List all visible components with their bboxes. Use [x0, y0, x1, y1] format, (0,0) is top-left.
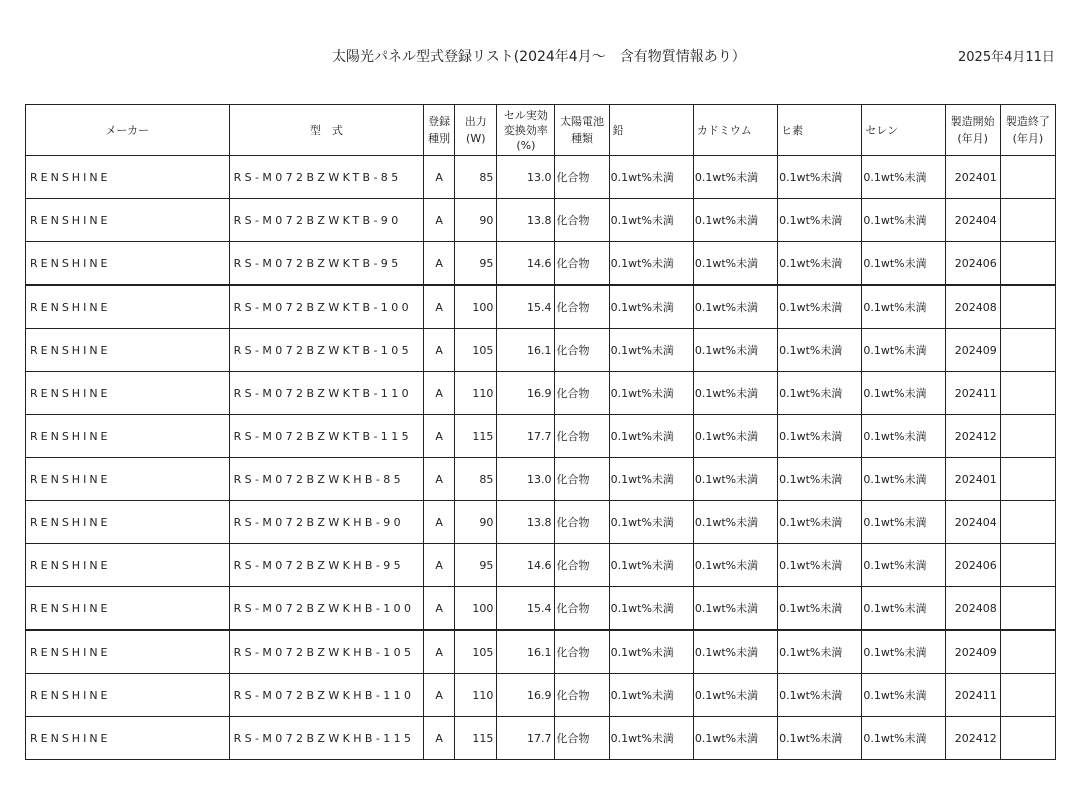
row-production-start: 202409: [945, 630, 1000, 674]
row-output: 115: [455, 415, 497, 458]
row-production-end: [1000, 501, 1055, 544]
row-cell-type: 化合物: [555, 717, 609, 760]
row-reg-type: A: [424, 717, 455, 760]
row-lead: 0.1wt%未満: [609, 415, 693, 458]
row-production-start: 202409: [945, 329, 1000, 372]
col-header-output: 出力 (W): [455, 105, 497, 156]
table-row: [26, 329, 1056, 372]
row-efficiency: 14.6: [497, 242, 555, 286]
table-row: [26, 544, 1056, 587]
row-production-start: 202408: [945, 587, 1000, 631]
row-production-end: [1000, 329, 1055, 372]
row-maker: RENSHINE: [26, 242, 230, 286]
row-efficiency: 17.7: [497, 415, 555, 458]
col-header-lead: 鉛: [609, 105, 693, 156]
row-model: RS-M072BZWKTB-115: [229, 415, 424, 458]
row-reg-type: A: [424, 156, 455, 199]
row-reg-type: A: [424, 199, 455, 242]
row-cadmium: 0.1wt%未満: [693, 458, 777, 501]
document-title: 太陽光パネル型式登録リスト(2024年4月〜 含有物質情報あり）: [332, 49, 746, 65]
row-model: RS-M072BZWKHB-110: [229, 674, 424, 717]
row-model: RS-M072BZWKTB-105: [229, 329, 424, 372]
row-reg-type: A: [424, 630, 455, 674]
row-production-end: [1000, 372, 1055, 415]
row-reg-type: A: [424, 285, 455, 329]
row-model: RS-M072BZWKTB-95: [229, 242, 424, 286]
row-output: 100: [455, 285, 497, 329]
row-arsenic: 0.1wt%未満: [778, 458, 862, 501]
col-header-production-start: 製造開始 (年月): [945, 105, 1000, 156]
row-lead: 0.1wt%未満: [609, 372, 693, 415]
row-maker: RENSHINE: [26, 674, 230, 717]
row-reg-type: A: [424, 544, 455, 587]
row-arsenic: 0.1wt%未満: [778, 630, 862, 674]
row-cell-type: 化合物: [555, 285, 609, 329]
row-output: 110: [455, 674, 497, 717]
row-arsenic: 0.1wt%未満: [778, 544, 862, 587]
row-maker: RENSHINE: [26, 329, 230, 372]
row-model: RS-M072BZWKHB-95: [229, 544, 424, 587]
row-lead: 0.1wt%未満: [609, 717, 693, 760]
row-cell-type: 化合物: [555, 415, 609, 458]
col-header-production-end: 製造終了 (年月): [1000, 105, 1055, 156]
row-reg-type: A: [424, 415, 455, 458]
row-production-end: [1000, 458, 1055, 501]
col-header-efficiency: セル実効 変換効率 (%): [497, 105, 555, 156]
row-maker: RENSHINE: [26, 156, 230, 199]
row-efficiency: 16.9: [497, 372, 555, 415]
row-output: 90: [455, 501, 497, 544]
row-lead: 0.1wt%未満: [609, 587, 693, 631]
row-cell-type: 化合物: [555, 630, 609, 674]
row-model: RS-M072BZWKHB-100: [229, 587, 424, 631]
row-reg-type: A: [424, 329, 455, 372]
row-model: RS-M072BZWKHB-90: [229, 501, 424, 544]
row-production-end: [1000, 674, 1055, 717]
row-production-start: 202404: [945, 199, 1000, 242]
row-arsenic: 0.1wt%未満: [778, 674, 862, 717]
table-row: [26, 674, 1056, 717]
row-cadmium: 0.1wt%未満: [693, 199, 777, 242]
row-lead: 0.1wt%未満: [609, 156, 693, 199]
row-efficiency: 16.1: [497, 630, 555, 674]
row-selenium: 0.1wt%未満: [862, 242, 945, 286]
row-efficiency: 16.1: [497, 329, 555, 372]
row-arsenic: 0.1wt%未満: [778, 329, 862, 372]
row-production-end: [1000, 717, 1055, 760]
row-cadmium: 0.1wt%未満: [693, 242, 777, 286]
row-selenium: 0.1wt%未満: [862, 329, 945, 372]
row-cadmium: 0.1wt%未満: [693, 674, 777, 717]
col-header-cell-type: 太陽電池 種類: [555, 105, 609, 156]
row-efficiency: 14.6: [497, 544, 555, 587]
row-cell-type: 化合物: [555, 458, 609, 501]
table-header-row: [26, 105, 1056, 156]
row-cadmium: 0.1wt%未満: [693, 156, 777, 199]
row-model: RS-M072BZWKTB-90: [229, 199, 424, 242]
row-cadmium: 0.1wt%未満: [693, 285, 777, 329]
row-lead: 0.1wt%未満: [609, 501, 693, 544]
row-model: RS-M072BZWKTB-85: [229, 156, 424, 199]
row-model: RS-M072BZWKHB-105: [229, 630, 424, 674]
table-row: [26, 587, 1056, 631]
row-reg-type: A: [424, 674, 455, 717]
row-production-end: [1000, 199, 1055, 242]
row-cell-type: 化合物: [555, 329, 609, 372]
row-model: RS-M072BZWKHB-115: [229, 717, 424, 760]
row-selenium: 0.1wt%未満: [862, 156, 945, 199]
row-production-end: [1000, 156, 1055, 199]
row-arsenic: 0.1wt%未満: [778, 501, 862, 544]
row-maker: RENSHINE: [26, 587, 230, 631]
row-reg-type: A: [424, 242, 455, 286]
row-lead: 0.1wt%未満: [609, 329, 693, 372]
table-row: [26, 285, 1056, 329]
row-maker: RENSHINE: [26, 415, 230, 458]
row-maker: RENSHINE: [26, 501, 230, 544]
col-header-cadmium: カドミウム: [693, 105, 777, 156]
row-production-start: 202412: [945, 717, 1000, 760]
row-production-end: [1000, 587, 1055, 631]
row-cadmium: 0.1wt%未満: [693, 544, 777, 587]
row-production-start: 202412: [945, 415, 1000, 458]
row-output: 90: [455, 199, 497, 242]
row-maker: RENSHINE: [26, 372, 230, 415]
row-lead: 0.1wt%未満: [609, 242, 693, 286]
row-reg-type: A: [424, 501, 455, 544]
row-efficiency: 17.7: [497, 717, 555, 760]
row-production-start: 202411: [945, 674, 1000, 717]
row-arsenic: 0.1wt%未満: [778, 717, 862, 760]
row-selenium: 0.1wt%未満: [862, 372, 945, 415]
document-date: 2025年4月11日: [958, 50, 1055, 65]
row-model: RS-M072BZWKTB-100: [229, 285, 424, 329]
row-maker: RENSHINE: [26, 717, 230, 760]
row-output: 105: [455, 630, 497, 674]
row-efficiency: 15.4: [497, 285, 555, 329]
col-header-arsenic: ヒ素: [778, 105, 862, 156]
row-lead: 0.1wt%未満: [609, 285, 693, 329]
row-efficiency: 16.9: [497, 674, 555, 717]
row-cell-type: 化合物: [555, 544, 609, 587]
row-maker: RENSHINE: [26, 458, 230, 501]
row-cell-type: 化合物: [555, 674, 609, 717]
row-cell-type: 化合物: [555, 501, 609, 544]
row-arsenic: 0.1wt%未満: [778, 285, 862, 329]
row-efficiency: 15.4: [497, 587, 555, 631]
row-maker: RENSHINE: [26, 285, 230, 329]
row-cadmium: 0.1wt%未満: [693, 501, 777, 544]
row-selenium: 0.1wt%未満: [862, 630, 945, 674]
row-cell-type: 化合物: [555, 587, 609, 631]
row-maker: RENSHINE: [26, 630, 230, 674]
row-efficiency: 13.8: [497, 199, 555, 242]
row-output: 85: [455, 458, 497, 501]
row-production-end: [1000, 242, 1055, 286]
panel-registration-table: [25, 104, 1056, 760]
col-header-model: 型 式: [229, 105, 424, 156]
row-production-end: [1000, 285, 1055, 329]
row-efficiency: 13.0: [497, 156, 555, 199]
row-lead: 0.1wt%未満: [609, 199, 693, 242]
row-selenium: 0.1wt%未満: [862, 415, 945, 458]
table-row: [26, 458, 1056, 501]
row-lead: 0.1wt%未満: [609, 674, 693, 717]
row-arsenic: 0.1wt%未満: [778, 199, 862, 242]
col-header-maker: メーカー: [26, 105, 230, 156]
row-cell-type: 化合物: [555, 156, 609, 199]
row-output: 100: [455, 587, 497, 631]
row-cell-type: 化合物: [555, 372, 609, 415]
row-cell-type: 化合物: [555, 242, 609, 286]
table-row: [26, 199, 1056, 242]
table-row: [26, 630, 1056, 674]
row-cadmium: 0.1wt%未満: [693, 630, 777, 674]
col-header-reg-type: 登録 種別: [424, 105, 455, 156]
row-production-start: 202406: [945, 544, 1000, 587]
table-row: [26, 501, 1056, 544]
col-header-selenium: セレン: [862, 105, 945, 156]
row-selenium: 0.1wt%未満: [862, 458, 945, 501]
row-efficiency: 13.0: [497, 458, 555, 501]
row-arsenic: 0.1wt%未満: [778, 156, 862, 199]
row-arsenic: 0.1wt%未満: [778, 242, 862, 286]
row-output: 95: [455, 242, 497, 286]
row-selenium: 0.1wt%未満: [862, 544, 945, 587]
row-reg-type: A: [424, 587, 455, 631]
table-row: [26, 372, 1056, 415]
row-production-start: 202411: [945, 372, 1000, 415]
row-production-start: 202401: [945, 458, 1000, 501]
row-production-start: 202408: [945, 285, 1000, 329]
row-production-start: 202401: [945, 156, 1000, 199]
row-selenium: 0.1wt%未満: [862, 717, 945, 760]
row-production-end: [1000, 415, 1055, 458]
row-production-start: 202404: [945, 501, 1000, 544]
table-row: [26, 415, 1056, 458]
row-selenium: 0.1wt%未満: [862, 674, 945, 717]
row-selenium: 0.1wt%未満: [862, 199, 945, 242]
table-row: [26, 717, 1056, 760]
row-output: 105: [455, 329, 497, 372]
row-arsenic: 0.1wt%未満: [778, 372, 862, 415]
row-selenium: 0.1wt%未満: [862, 587, 945, 631]
row-model: RS-M072BZWKTB-110: [229, 372, 424, 415]
row-arsenic: 0.1wt%未満: [778, 415, 862, 458]
row-maker: RENSHINE: [26, 544, 230, 587]
row-reg-type: A: [424, 372, 455, 415]
row-production-end: [1000, 544, 1055, 587]
row-output: 95: [455, 544, 497, 587]
table-row: [26, 156, 1056, 199]
row-lead: 0.1wt%未満: [609, 458, 693, 501]
table-row: [26, 242, 1056, 286]
row-lead: 0.1wt%未満: [609, 544, 693, 587]
row-selenium: 0.1wt%未満: [862, 285, 945, 329]
row-production-end: [1000, 630, 1055, 674]
row-cadmium: 0.1wt%未満: [693, 415, 777, 458]
row-production-start: 202406: [945, 242, 1000, 286]
row-selenium: 0.1wt%未満: [862, 501, 945, 544]
row-maker: RENSHINE: [26, 199, 230, 242]
row-cell-type: 化合物: [555, 199, 609, 242]
row-efficiency: 13.8: [497, 501, 555, 544]
row-cadmium: 0.1wt%未満: [693, 372, 777, 415]
row-cadmium: 0.1wt%未満: [693, 329, 777, 372]
row-cadmium: 0.1wt%未満: [693, 587, 777, 631]
row-lead: 0.1wt%未満: [609, 630, 693, 674]
row-arsenic: 0.1wt%未満: [778, 587, 862, 631]
row-model: RS-M072BZWKHB-85: [229, 458, 424, 501]
row-output: 85: [455, 156, 497, 199]
row-output: 110: [455, 372, 497, 415]
row-output: 115: [455, 717, 497, 760]
row-reg-type: A: [424, 458, 455, 501]
row-cadmium: 0.1wt%未満: [693, 717, 777, 760]
